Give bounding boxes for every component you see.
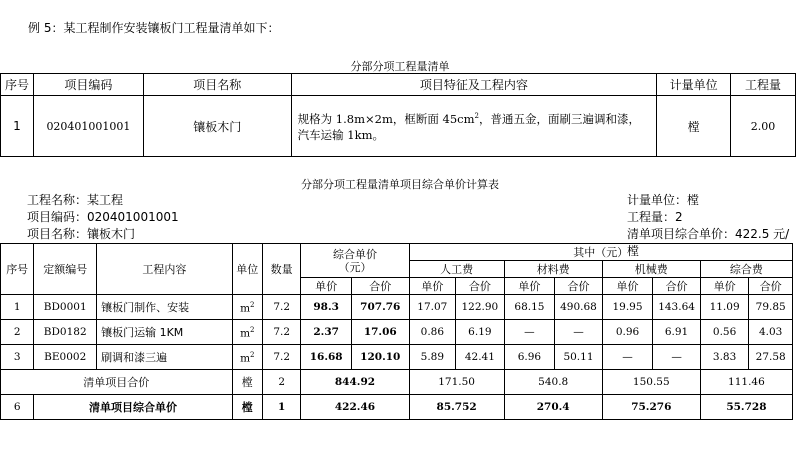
cell-material-price: 6.96 — [504, 345, 555, 370]
table-row — [1, 345, 793, 370]
cell-overhead-sum: 27.58 — [749, 345, 793, 370]
header-qty: 工程量 — [731, 74, 796, 96]
final-total: 422.46 — [301, 395, 409, 420]
h-code: 定额编号 — [34, 244, 97, 295]
cell-machine-sum: 6.91 — [653, 320, 701, 345]
cell-material-price: — — [504, 320, 555, 345]
table-row — [1, 320, 793, 345]
cell-labor-sum: 42.41 — [456, 345, 505, 370]
header-no: 序号 — [1, 74, 34, 96]
cell-code: BE0002 — [34, 345, 97, 370]
table-row — [1, 96, 796, 157]
h-among: 其中（元） — [409, 244, 792, 261]
project-item: 项目名称：镶板木门 — [27, 227, 136, 241]
cell-content: 刷调和漆三遍 — [97, 345, 233, 370]
cell-sum: 17.06 — [351, 320, 409, 345]
final-labor: 85.752 — [409, 395, 504, 420]
final-overhead: 55.728 — [700, 395, 792, 420]
subtotal-labor: 171.50 — [409, 370, 504, 395]
unit-sup: 2 — [250, 350, 255, 359]
unit-price-summary: 清单项目综合单价：422.5 元/樘 — [627, 227, 790, 258]
cell-qty: 7.2 — [262, 345, 300, 370]
final-label: 清单项目综合单价 — [34, 395, 232, 420]
cell-machine-price: 0.96 — [602, 320, 653, 345]
cell-sum: 707.76 — [351, 295, 409, 320]
cell-qty: 7.2 — [262, 295, 300, 320]
header-desc: 项目特征及工程内容 — [291, 74, 656, 96]
unit-sup: 2 — [250, 300, 255, 309]
final-no: 6 — [1, 395, 34, 420]
unit-text: m — [240, 302, 251, 315]
h-price: 单价 — [700, 278, 749, 295]
cell-machine-sum: 143.64 — [653, 295, 701, 320]
cell-sum: 120.10 — [351, 345, 409, 370]
unit-text: m — [240, 327, 251, 340]
h-sum: 合价 — [653, 278, 701, 295]
h-sum: 合价 — [555, 278, 603, 295]
project-info-left — [27, 192, 179, 243]
cell-no: 2 — [1, 320, 34, 345]
row-qty: 2.00 — [731, 96, 796, 157]
project-code: 项目编码：020401001001 — [27, 210, 179, 224]
h-labor: 人工费 — [409, 261, 504, 278]
row-code: 020401001001 — [33, 96, 143, 157]
cell-price: 2.37 — [301, 320, 352, 345]
project-name: 工程名称：某工程 — [27, 193, 124, 207]
cell-overhead-price: 3.83 — [700, 345, 749, 370]
h-sum: 合价 — [456, 278, 505, 295]
intro-text: 例 5：某工程制作安装镶板门工程量清单如下： — [28, 21, 280, 35]
h-material: 材料费 — [504, 261, 602, 278]
subtotal-total: 844.92 — [301, 370, 409, 395]
subtotal-overhead: 111.46 — [700, 370, 792, 395]
table1-header-row — [1, 74, 796, 96]
h-no: 序号 — [1, 244, 34, 295]
subtotal-machine: 150.55 — [602, 370, 700, 395]
h-price: 单价 — [301, 278, 352, 295]
h-qty: 数量 — [262, 244, 300, 295]
h-price: 单价 — [409, 278, 456, 295]
cell-machine-price: — — [602, 345, 653, 370]
final-qty: 1 — [262, 395, 300, 420]
table2-caption: 分部分项工程量清单项目综合单价计算表 — [301, 178, 499, 191]
cell-overhead-sum: 4.03 — [749, 320, 793, 345]
cell-material-sum: — — [555, 320, 603, 345]
cell-unit — [232, 295, 262, 320]
desc-part-b: ，普通五金，面刷三遍调和漆，汽车运输 1km。 — [297, 111, 640, 143]
cell-labor-sum: 6.19 — [456, 320, 505, 345]
final-machine: 75.276 — [602, 395, 700, 420]
cell-code: BD0001 — [34, 295, 97, 320]
row-desc — [291, 96, 656, 157]
h-unit: 单位 — [232, 244, 262, 295]
unit-text: m — [240, 352, 251, 365]
final-unit: 樘 — [232, 395, 262, 420]
subtotal-label: 清单项目合价 — [1, 370, 233, 395]
cell-qty: 7.2 — [262, 320, 300, 345]
work-quantity: 工程量：2 — [627, 210, 683, 224]
cell-material-price: 68.15 — [504, 295, 555, 320]
row-unit: 樘 — [657, 96, 731, 157]
cell-material-sum: 50.11 — [555, 345, 603, 370]
final-material: 270.4 — [504, 395, 602, 420]
h-machine: 机械费 — [602, 261, 700, 278]
header-name: 项目名称 — [143, 74, 291, 96]
unit-sup: 2 — [250, 325, 255, 334]
h-sum: 合价 — [749, 278, 793, 295]
cell-no: 3 — [1, 345, 34, 370]
h-price: 单价 — [504, 278, 555, 295]
cell-content: 镶板门制作、安装 — [97, 295, 233, 320]
table2-header-row-1 — [1, 244, 793, 261]
subtotal-material: 540.8 — [504, 370, 602, 395]
cell-labor-price: 17.07 — [409, 295, 456, 320]
cell-unit — [232, 345, 262, 370]
desc-part-a: 规格为 1.8m×2m，框断面 45cm — [297, 111, 475, 126]
cell-material-sum: 490.68 — [555, 295, 603, 320]
cell-no: 1 — [1, 295, 34, 320]
table1-caption: 分部分项工程量清单 — [350, 60, 450, 73]
h-overhead: 综合费 — [700, 261, 792, 278]
cell-price: 98.3 — [301, 295, 352, 320]
desc-sup: 2 — [474, 111, 479, 120]
h-total: 综合单价（元） — [301, 244, 409, 278]
cell-labor-price: 0.86 — [409, 320, 456, 345]
final-row — [1, 395, 793, 420]
measure-unit: 计量单位：樘 — [627, 193, 700, 207]
cell-unit — [232, 320, 262, 345]
subtotal-unit: 樘 — [232, 370, 262, 395]
cell-price: 16.68 — [301, 345, 352, 370]
header-code: 项目编码 — [33, 74, 143, 96]
header-unit: 计量单位 — [657, 74, 731, 96]
subtotal-row — [1, 370, 793, 395]
table-row — [1, 295, 793, 320]
h-sum: 合价 — [351, 278, 409, 295]
h-price: 单价 — [602, 278, 653, 295]
cell-labor-sum: 122.90 — [456, 295, 505, 320]
h-content: 工程内容 — [97, 244, 233, 295]
cell-content: 镶板门运输 1KM — [97, 320, 233, 345]
unit-price-table — [0, 243, 793, 420]
cell-machine-sum: — — [653, 345, 701, 370]
cell-labor-price: 5.89 — [409, 345, 456, 370]
cell-code: BD0182 — [34, 320, 97, 345]
row-name: 镶板木门 — [143, 96, 291, 157]
cell-overhead-price: 11.09 — [700, 295, 749, 320]
row-no: 1 — [1, 96, 34, 157]
bill-quantities-table — [0, 73, 796, 157]
cell-overhead-price: 0.56 — [700, 320, 749, 345]
subtotal-qty: 2 — [262, 370, 300, 395]
cell-machine-price: 19.95 — [602, 295, 653, 320]
cell-overhead-sum: 79.85 — [749, 295, 793, 320]
